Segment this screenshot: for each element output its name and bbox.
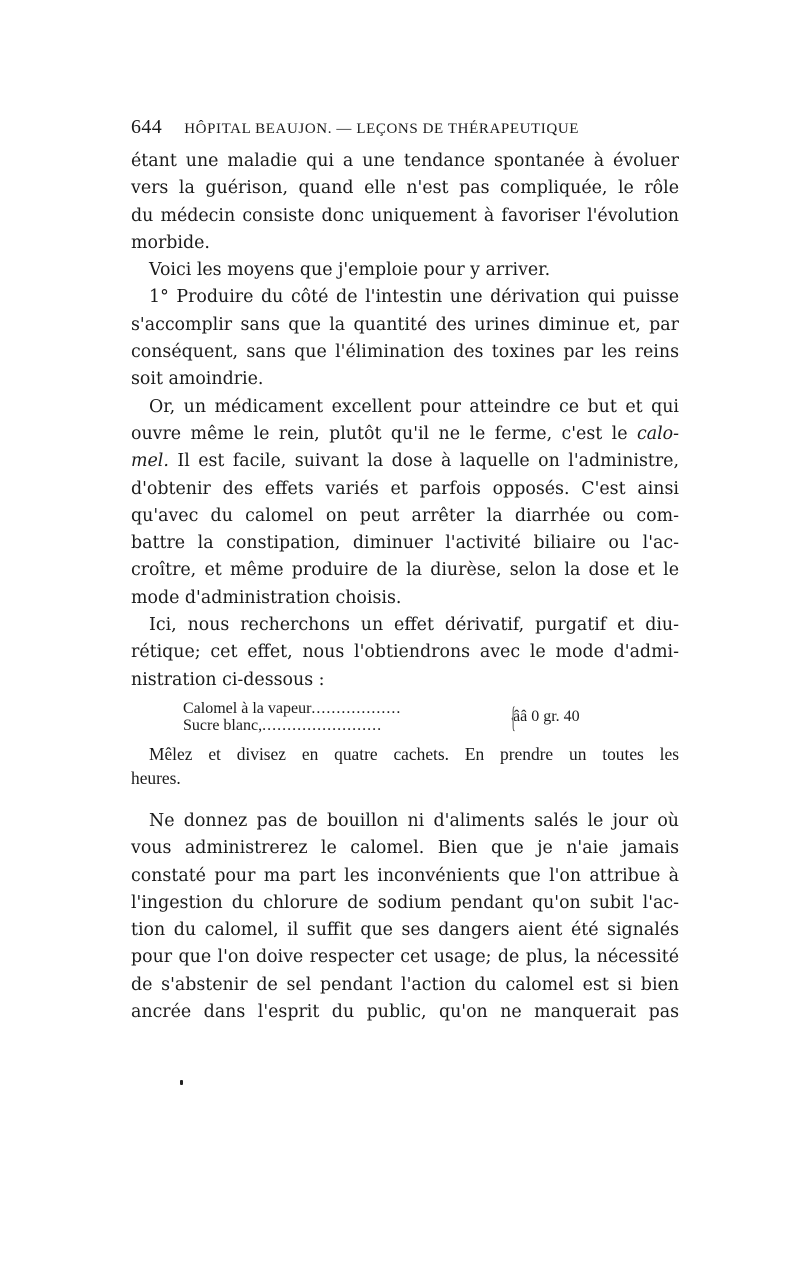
text-segment: ouvre même le rein, plutôt qu'il ne le ferme, c'est le bbox=[131, 423, 628, 444]
italic-term: calo- bbox=[636, 423, 679, 444]
paragraph-5 bbox=[131, 612, 679, 694]
paragraph-2 bbox=[131, 257, 679, 284]
text-line: pour que l'on doive respecter cet usage; de plus, la nécessité bbox=[131, 947, 679, 968]
leader-dots: ........................ bbox=[262, 716, 383, 734]
book-page bbox=[131, 116, 679, 1026]
text-line: morbide. bbox=[131, 232, 210, 253]
text-segment: Il est facile, suivant la dose à laquelle on l'administre, bbox=[168, 451, 679, 472]
text-line: s'accomplir sans que la quantité des urines diminue et, par bbox=[131, 314, 679, 335]
brace-icon: { bbox=[510, 700, 516, 734]
text-line: qu'avec du calomel on peut arrêter la diarrhée ou com- bbox=[131, 505, 679, 526]
text-line: Mêlez et divisez en quatre cachets. En prendre un toutes les bbox=[149, 743, 679, 764]
ink-speck bbox=[180, 1080, 183, 1085]
text-line: de s'abstenir de sel pendant l'action du calomel est si bien bbox=[131, 974, 679, 995]
text-line: Voici les moyens que j'emploie pour y arriver. bbox=[149, 260, 551, 281]
paragraph-4 bbox=[131, 394, 679, 612]
ingredient-name: Calomel à la vapeur bbox=[183, 699, 312, 717]
text-line bbox=[131, 421, 679, 448]
text-line: Or, un médicament excellent pour atteindre ce but et qui bbox=[149, 396, 679, 417]
paragraph-1 bbox=[131, 148, 679, 257]
running-title: HÔPITAL BEAUJON. — LEÇONS DE THÉRAPEUTIQUE bbox=[184, 121, 580, 137]
text-line: Ne donnez pas de bouillon ni d'aliments salés le jour où bbox=[149, 810, 679, 831]
page-number: 644 bbox=[131, 116, 163, 138]
ingredient-name: Sucre blanc, bbox=[183, 716, 263, 734]
text-line: l'ingestion du chlorure de sodium pendant qu'on subit l'ac- bbox=[131, 892, 679, 913]
text-line: d'obtenir des effets variés et parfois opposés. C'est ainsi bbox=[131, 478, 679, 499]
text-line: constaté pour ma part les inconvénients que l'on attribue à bbox=[131, 865, 679, 886]
text-line: croître, et même produire de la diurèse, selon la dose et le bbox=[131, 560, 679, 581]
text-line bbox=[131, 448, 679, 475]
text-line: Ici, nous recherchons un effet dérivatif, purgatif et diu- bbox=[149, 615, 679, 636]
text-line: soit amoindrie. bbox=[131, 369, 264, 390]
leader-dots: .................. bbox=[311, 699, 402, 717]
text-line: tion du calomel, il suffit que ses dangers aient été signalés bbox=[131, 920, 679, 941]
text-line: vers la guérison, quand elle n'est pas compliquée, le rôle bbox=[131, 178, 679, 199]
text-line: du médecin consiste donc uniquement à favoriser l'évolution bbox=[131, 205, 679, 226]
text-line: battre la constipation, diminuer l'activité biliaire ou l'ac- bbox=[131, 533, 679, 554]
text-line: heures. bbox=[131, 767, 181, 788]
text-line: ancrée dans l'esprit du public, qu'on ne manquerait pas bbox=[131, 1002, 679, 1023]
text-line: mode d'administration choisis. bbox=[131, 587, 402, 608]
prescription bbox=[183, 700, 679, 740]
text-line: nistration ci-dessous : bbox=[131, 669, 325, 690]
text-line: 1° Produire du côté de l'intestin une dérivation qui puisse bbox=[149, 287, 679, 308]
paragraph-6 bbox=[131, 808, 679, 1026]
text-line: étant une maladie qui a une tendance spontanée à évoluer bbox=[131, 151, 679, 171]
paragraph-3 bbox=[131, 284, 679, 393]
prescription-item bbox=[183, 717, 382, 735]
dose: ââ 0 gr. 40 bbox=[513, 707, 580, 725]
text-line: conséquent, sans que l'élimination des toxines par les reins bbox=[131, 342, 679, 363]
text-line: vous administrerez le calomel. Bien que je n'aie jamais bbox=[131, 838, 679, 859]
prescription-item bbox=[183, 700, 401, 718]
prescription-instructions bbox=[131, 742, 679, 790]
italic-term: mel. bbox=[131, 451, 169, 472]
running-head bbox=[131, 116, 679, 148]
text-line: rétique; cet effet, nous l'obtiendrons avec le mode d'admi- bbox=[131, 642, 679, 663]
